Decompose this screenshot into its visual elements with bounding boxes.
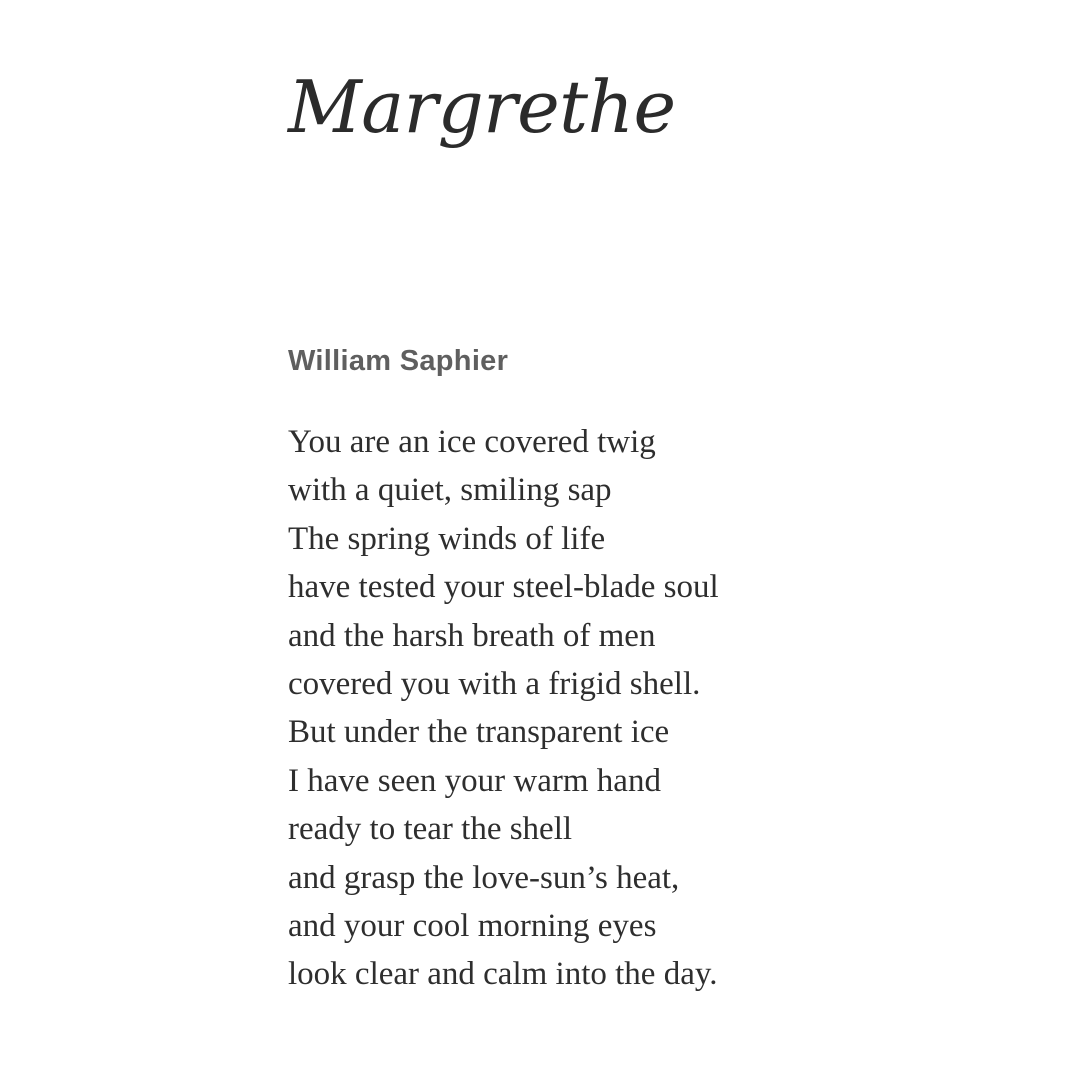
poem-line: have tested your steel-blade soul bbox=[288, 569, 719, 606]
poem-line: with a quiet, smiling sap bbox=[288, 472, 612, 509]
poem-title: Margrethe bbox=[288, 65, 676, 149]
poem-line: and grasp the love-sun’s heat, bbox=[288, 859, 680, 896]
poem-line: ready to tear the shell bbox=[288, 811, 573, 848]
poem-line: I have seen your warm hand bbox=[288, 762, 661, 799]
poem-line: covered you with a frigid shell. bbox=[288, 666, 701, 703]
poem-line: The spring winds of life bbox=[288, 520, 606, 557]
poem-author: William Saphier bbox=[288, 345, 509, 377]
poem-line: and your cool morning eyes bbox=[288, 908, 657, 945]
poem-line: and the harsh breath of men bbox=[288, 617, 656, 654]
poem-line: You are an ice covered twig bbox=[288, 424, 656, 460]
poem-line: look clear and calm into the day. bbox=[288, 956, 718, 993]
poem-line: But under the transparent ice bbox=[288, 714, 670, 751]
poem-body bbox=[288, 418, 719, 999]
